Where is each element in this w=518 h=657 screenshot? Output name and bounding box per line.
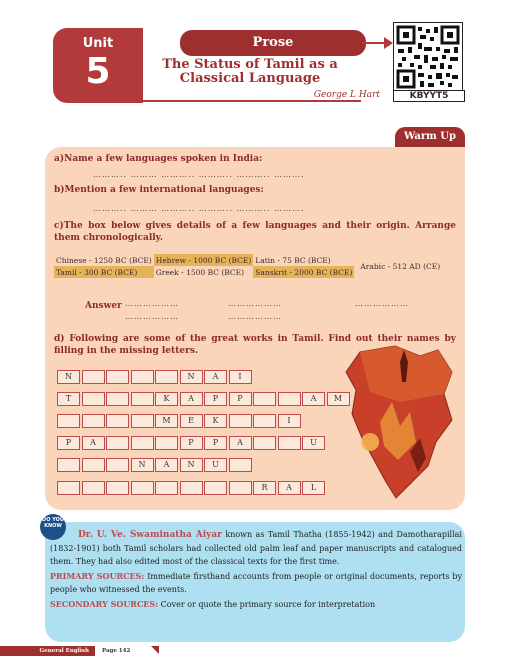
- warmup-tab: Warm Up: [395, 127, 465, 147]
- grid-blank-cell[interactable]: [155, 370, 178, 384]
- grid-letter-cell: P: [180, 436, 203, 450]
- language-cell: Arabic - 512 AD (CE): [360, 261, 441, 271]
- grid-blank-cell[interactable]: [131, 392, 154, 406]
- grid-blank-cell[interactable]: [57, 414, 80, 428]
- grid-blank-cell[interactable]: [106, 392, 129, 406]
- answer-label: Answer: [85, 301, 122, 311]
- grid-letter-cell: A: [204, 370, 227, 384]
- author: George L Hart: [313, 90, 380, 100]
- grid-letter-cell: U: [302, 436, 325, 450]
- grid-blank-cell[interactable]: [229, 414, 252, 428]
- language-cell: Chinese - 1250 BC (BCE): [56, 255, 152, 265]
- grid-blank-cell[interactable]: [57, 458, 80, 472]
- grid-letter-cell: P: [204, 392, 227, 406]
- tamil-nadu-map-illustration: [340, 342, 460, 502]
- language-cell: Tamil - 300 BC (BCE): [54, 266, 154, 278]
- grid-blank-cell[interactable]: [131, 436, 154, 450]
- grid-blank-cell[interactable]: [229, 458, 252, 472]
- qr-code-label: KBYYT5: [393, 90, 465, 102]
- grid-blank-cell[interactable]: [106, 414, 129, 428]
- grid-letter-cell: T: [57, 392, 80, 406]
- page-number: Page 142: [102, 648, 131, 654]
- scholar-name: Dr. U. Ve. Swaminatha Aiyar: [78, 530, 222, 540]
- answer-blank[interactable]: ………………: [228, 312, 282, 321]
- secondary-sources-term: SECONDARY SOURCES:: [50, 599, 159, 609]
- question-c: c)The box below gives details of a few languages and their origin. Arrange them chronologically.: [54, 221, 456, 243]
- grid-letter-cell: A: [82, 436, 105, 450]
- grid-letter-cell: A: [180, 392, 203, 406]
- grid-letter-cell: N: [180, 458, 203, 472]
- grid-letter-cell: M: [327, 392, 350, 406]
- answer-blank[interactable]: ………………: [125, 312, 179, 321]
- grid-letter-cell: A: [302, 392, 325, 406]
- footer-book-title: General English: [0, 646, 95, 656]
- qr-code-icon[interactable]: [393, 22, 463, 92]
- grid-blank-cell[interactable]: [82, 414, 105, 428]
- grid-blank-cell[interactable]: [131, 414, 154, 428]
- grid-blank-cell[interactable]: [155, 436, 178, 450]
- primary-sources-def: Immediate firsthand accounts from people or original documents, reports by people who witnessed the events.: [50, 572, 463, 594]
- grid-letter-cell: A: [229, 436, 252, 450]
- grid-blank-cell[interactable]: [106, 370, 129, 384]
- answer-blank[interactable]: ………………: [355, 299, 409, 308]
- grid-letter-cell: M: [155, 414, 178, 428]
- grid-blank-cell[interactable]: [229, 481, 252, 495]
- grid-letter-cell: L: [302, 481, 325, 495]
- arrow-right-icon: [384, 37, 393, 49]
- question-a: a)Name a few languages spoken in India:: [54, 154, 263, 164]
- grid-letter-cell: A: [278, 481, 301, 495]
- grid-letter-cell: N: [180, 370, 203, 384]
- grid-blank-cell[interactable]: [204, 481, 227, 495]
- answer-line-a[interactable]: ……….. ……… ……….. ……….. ……….. ……….: [93, 170, 305, 179]
- grid-letter-cell: K: [155, 392, 178, 406]
- grid-letter-cell: P: [57, 436, 80, 450]
- grid-blank-cell[interactable]: [278, 392, 301, 406]
- grid-letter-cell: E: [180, 414, 203, 428]
- unit-number: 5: [85, 51, 111, 92]
- grid-blank-cell[interactable]: [253, 392, 276, 406]
- arrow-line: [362, 42, 386, 44]
- grid-letter-cell: U: [204, 458, 227, 472]
- did-you-know-text: [50, 528, 462, 611]
- grid-blank-cell[interactable]: [253, 414, 276, 428]
- grid-blank-cell[interactable]: [106, 458, 129, 472]
- answer-blank[interactable]: ………………: [228, 299, 282, 308]
- question-b: b)Mention a few international languages:: [54, 185, 264, 195]
- section-tab: Prose: [180, 30, 366, 56]
- question-d: d) Following are some of the great works in Tamil. Find out their names by filling in the missing letters.: [54, 334, 456, 356]
- answer-blank[interactable]: ………………: [125, 299, 179, 308]
- grid-blank-cell[interactable]: [57, 481, 80, 495]
- grid-letter-cell: R: [253, 481, 276, 495]
- primary-sources-term: PRIMARY SOURCES:: [50, 571, 145, 581]
- grid-letter-cell: P: [204, 436, 227, 450]
- language-cell: Sanskrit - 2000 BC (BCE): [255, 267, 353, 277]
- grid-blank-cell[interactable]: [82, 458, 105, 472]
- unit-label: Unit: [82, 36, 114, 51]
- grid-letter-cell: P: [229, 392, 252, 406]
- grid-blank-cell[interactable]: [106, 436, 129, 450]
- grid-letter-cell: I: [278, 414, 301, 428]
- grid-blank-cell[interactable]: [82, 392, 105, 406]
- grid-blank-cell[interactable]: [155, 481, 178, 495]
- grid-letter-cell: N: [131, 458, 154, 472]
- grid-letter-cell: N: [57, 370, 80, 384]
- grid-letter-cell: I: [229, 370, 252, 384]
- grid-blank-cell[interactable]: [180, 481, 203, 495]
- grid-letter-cell: A: [155, 458, 178, 472]
- grid-blank-cell[interactable]: [82, 370, 105, 384]
- grid-blank-cell[interactable]: [131, 481, 154, 495]
- secondary-sources-def: Cover or quote the primary source for interpretation: [158, 600, 376, 609]
- answer-line-b[interactable]: ……….. ……… ……….. ……….. ……….. ……….: [93, 204, 305, 213]
- language-cell: Hebrew - 1000 BC (BCE): [155, 255, 252, 265]
- grid-blank-cell[interactable]: [131, 370, 154, 384]
- grid-blank-cell[interactable]: [278, 436, 301, 450]
- page-title: The Status of Tamil as a Classical Language: [162, 57, 338, 86]
- language-cell: Greek - 1500 BC (BCE): [155, 267, 245, 277]
- grid-blank-cell[interactable]: [253, 436, 276, 450]
- dyk-body: known as Tamil Thatha (1855-1942) and Damotharapillai (1832-1901) both Tamil scholars had collected old palm leaf and paper manuscripts and catalogued them. They had also edited most of the classical texts for the first time.: [50, 530, 462, 566]
- languages-table: [54, 254, 442, 278]
- did-you-know-badge: DO YOU KNOW: [40, 514, 66, 540]
- grid-blank-cell[interactable]: [106, 481, 129, 495]
- footer-triangle-icon: [151, 646, 159, 654]
- language-cell: Latin - 75 BC (BCE): [255, 255, 331, 265]
- grid-letter-cell: K: [204, 414, 227, 428]
- grid-blank-cell[interactable]: [82, 481, 105, 495]
